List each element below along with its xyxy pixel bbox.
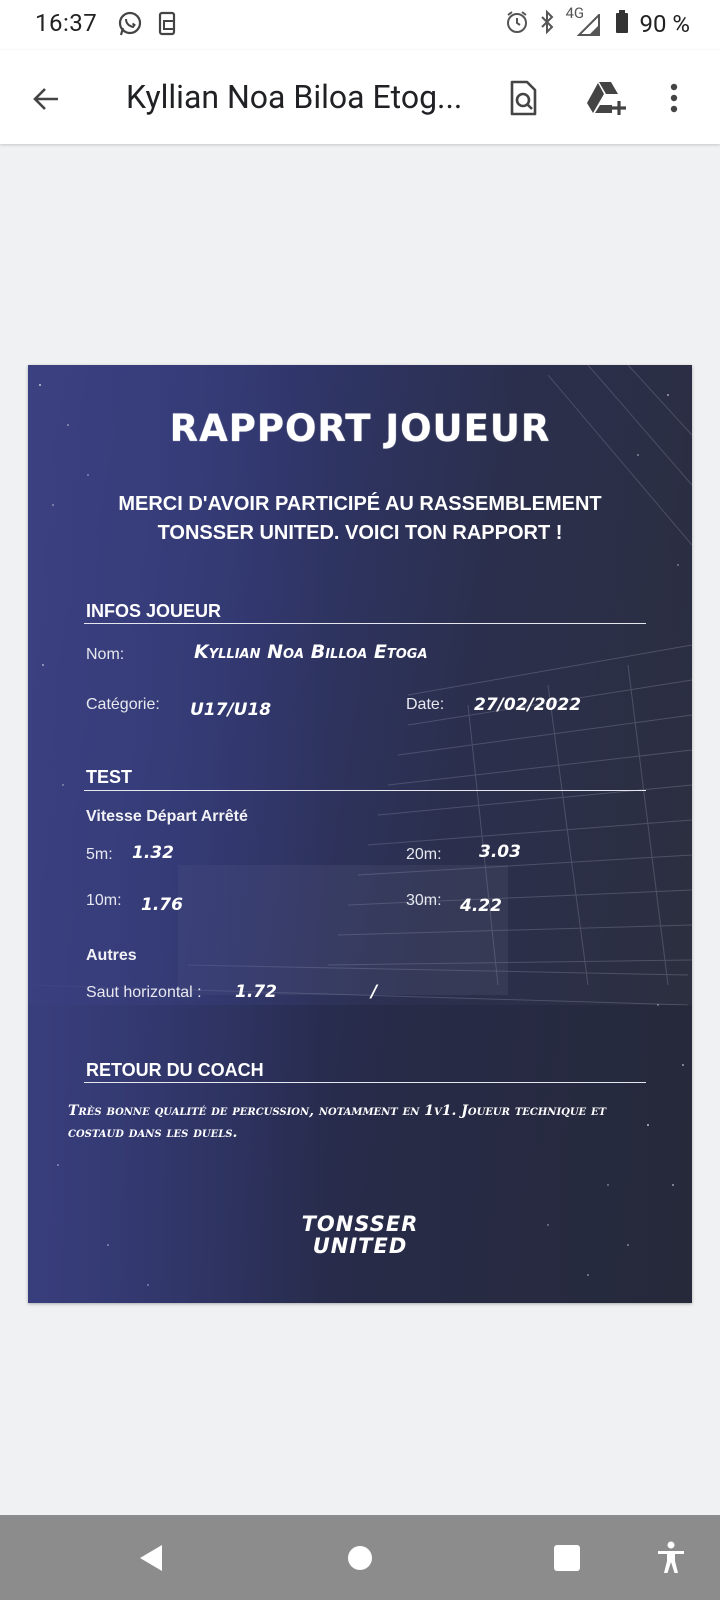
others-heading: Autres [86,947,137,964]
network-type: 4G [565,4,585,22]
m20-value: 3.03 [479,842,521,862]
jump-value: 1.72 [235,982,277,1002]
nav-home-icon [346,1544,374,1572]
name-label: Nom: [86,646,125,663]
app-bar [0,50,720,144]
m10-value: 1.76 [141,895,183,915]
nav-back-button[interactable] [128,1535,174,1581]
coach-feedback: Très bonne qualité de percussion, notamment en 1v1. Joueur technique et costaud dans les duels. [68,1103,607,1141]
more-options-button[interactable] [660,74,688,122]
m30-label: 30m: [406,892,442,909]
status-right-group [505,4,690,39]
status-time: 16:37 [35,9,98,37]
nav-recents-icon [553,1544,581,1572]
category-label: Catégorie: [86,696,160,713]
signal-icon [565,4,605,38]
brand-logo [28,1213,692,1257]
m10-label: 10m: [86,892,122,909]
coach-divider [84,1082,646,1083]
bluetooth-icon [539,9,555,39]
document-title: Kyllian Noa Biloa Etog... [126,78,463,116]
alarm-icon [505,9,529,39]
m20-label: 20m: [406,846,442,863]
nav-home-button[interactable] [337,1535,383,1581]
jump-label: Saut horizontal : [86,984,202,1001]
infos-heading: INFOS JOUEUR [86,601,222,621]
test-heading: TEST [86,767,133,787]
m5-value: 1.32 [132,843,174,863]
brand-line-2: UNITED [312,1234,408,1258]
m30-value: 4.22 [460,896,502,916]
test-divider [84,790,646,791]
document-search-icon [506,79,540,117]
nav-back-icon [136,1542,166,1574]
report-content [28,365,692,1303]
nav-recents-button[interactable] [544,1535,590,1581]
report-page [28,365,692,1303]
name-value: Kyllian Noa Billoa Etoga [194,641,428,663]
infos-divider [84,623,646,624]
drive-add-icon [586,79,628,117]
extra-value: / [371,982,378,1002]
accessibility-button[interactable] [648,1535,694,1581]
back-button[interactable] [24,77,68,121]
category-value: U17/U18 [190,700,272,720]
report-intro: MERCI D'AVOIR PARTICIPÉ AU RASSEMBLEMENT TONSSER UNITED. VOICI TON RAPPORT ! [118,493,602,544]
battery-percent: 90 % [639,10,690,38]
screen-share-icon [156,10,180,42]
status-bar [0,0,720,50]
date-value: 27/02/2022 [474,695,582,715]
battery-icon [615,10,629,38]
speed-heading: Vitesse Départ Arrêté [86,808,248,825]
navigation-bar [0,1515,720,1600]
add-to-drive-button[interactable] [583,74,631,122]
whatsapp-icon [116,10,144,42]
date-label: Date: [406,696,445,713]
back-arrow-icon [30,83,62,115]
accessibility-icon [656,1541,686,1575]
coach-heading: RETOUR DU COACH [86,1060,264,1080]
find-in-document-button[interactable] [499,74,547,122]
more-vert-icon [669,82,679,114]
report-title: RAPPORT JOUEUR [169,407,551,450]
brand-line-1: TONSSER [301,1212,419,1236]
m5-label: 5m: [86,846,113,863]
